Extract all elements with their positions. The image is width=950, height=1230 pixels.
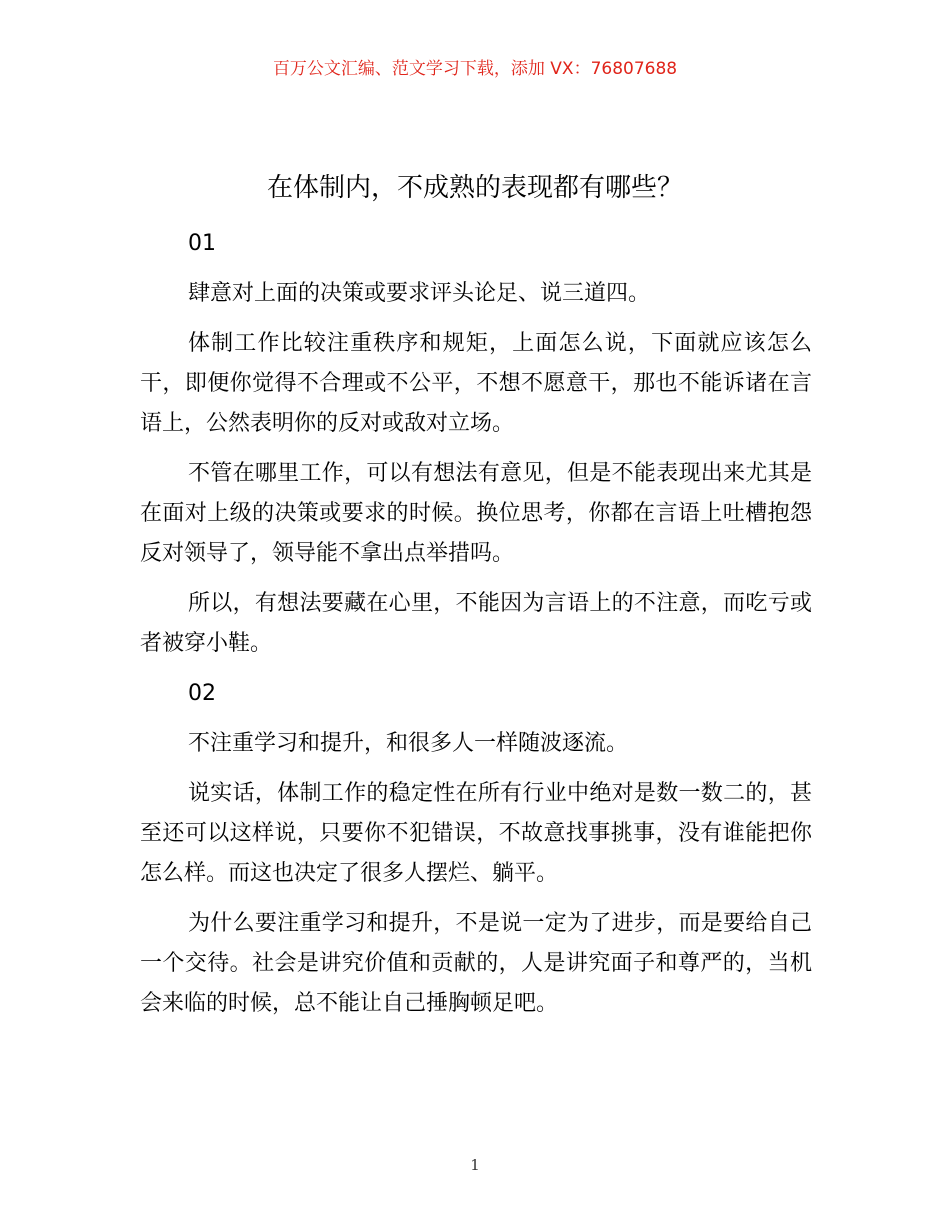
- section-number: 01: [188, 231, 216, 256]
- section-number: 02: [188, 681, 216, 706]
- body-paragraph: 说实话，体制工作的稳定性在所有行业中绝对是数一数二的，甚至还可以这样说，只要你不犯错误，不故意找事挑事，没有谁能把你怎么样。而这也决定了很多人摆烂、躺平。: [140, 781, 812, 886]
- document-body: [140, 224, 812, 1034]
- body-paragraph: 体制工作比较注重秩序和规矩，上面怎么说，下面就应该怎么干，即便你觉得不合理或不公平，不想不愿意干，那也不能诉诸在言语上，公然表明你的反对或敌对立场。: [140, 331, 812, 436]
- document-title: 在体制内，不成熟的表现都有哪些？: [266, 173, 683, 203]
- body-paragraph: 所以，有想法要藏在心里，不能因为言语上的不注意，而吃亏或者被穿小鞋。: [140, 591, 812, 656]
- body-paragraph: 为什么要注重学习和提升，不是说一定为了进步，而是要给自己一个交待。社会是讲究价值和贡献的，人是讲究面子和尊严的，当机会来临的时候，总不能让自己捶胸顿足吧。: [140, 911, 812, 1016]
- page-number: 1: [470, 1156, 480, 1174]
- section-heading: 不注重学习和提升，和很多人一样随波逐流。: [188, 731, 629, 756]
- section-heading: 肆意对上面的决策或要求评头论足、说三道四。: [188, 281, 651, 306]
- header-watermark-note: 百万公文汇编、范文学习下载，添加 VX：76807688: [272, 59, 678, 79]
- body-paragraph: 不管在哪里工作，可以有想法有意见，但是不能表现出来尤其是在面对上级的决策或要求的时候。换位思考，你都在言语上吐槽抱怨反对领导了，领导能不拿出点举措吗。: [140, 461, 812, 566]
